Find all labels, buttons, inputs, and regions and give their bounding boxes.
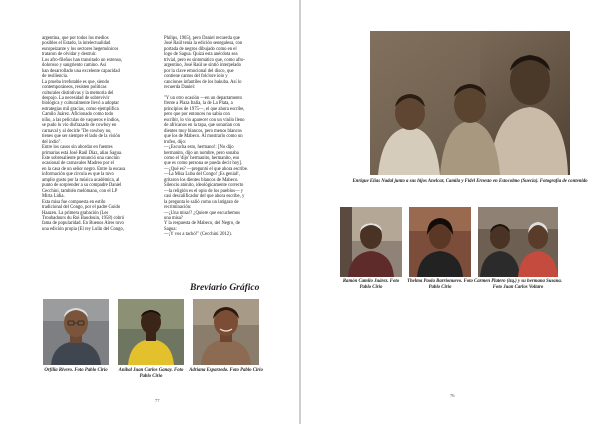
text-line: carnaval y al decirle "De cowboy no,: [42, 128, 112, 134]
text-line: Los afro-fileños han transitado un extenso,: [42, 57, 123, 63]
text-line: casi descalificador del que ahora escribe, y: [164, 194, 245, 200]
text-line: de resiliencia.: [42, 74, 69, 80]
text-line: logo de Sagua. Quizá esta anécdota sea: [164, 52, 238, 58]
text-line: Silencio atónito, ideológicamente correcto: [164, 183, 244, 189]
text-line: trofeo, dijo:: [164, 139, 187, 145]
text-line: recriminación:: [164, 205, 192, 211]
text-line: Entre los casos sin abordar en fuentes: [42, 145, 113, 151]
caption-orfilia-rivero: Orfilia Rivero. Foto Pablo Cirio: [44, 368, 108, 373]
text-line: "Y un otro ocasión —en un departamento: [164, 95, 243, 101]
text-line: escribir, lo vio aparecer con un vinilo lleno: [164, 117, 245, 123]
text-line: Cecchini, también melómano, con el LP: [42, 188, 118, 194]
photo-orfilia-rivero: [43, 299, 109, 365]
text-line: culturales distintivas y la memoria del: [42, 90, 114, 96]
text-line: trivial, pero es sintomático que, como afro-: [164, 57, 245, 63]
caption-adriana-esparzedo: Adriana Esparzedo. Foto Pablo Cirio: [189, 368, 263, 373]
right-page: [301, 0, 600, 424]
text-line: que es como persona se pueda decir hoy].: [164, 161, 243, 167]
text-line: por la clave emocional del disco, que: [164, 68, 234, 74]
text-line: dientes muy blancos, pero menos blancos: [164, 128, 242, 134]
text-line: pero que por entonces no sabía con: [164, 112, 230, 118]
text-line: Mirta Lidia.: [42, 194, 65, 200]
text-line: contiene cantos del folclore ioio y: [164, 74, 228, 80]
text-line: información que circula es que la tuvo: [42, 172, 114, 178]
text-line: doloroso y sangriento camino. Así: [42, 63, 107, 69]
text-line: Philips, 1965), pero Daniel recuerda que: [164, 36, 240, 41]
text-line: portada de negros dibujado como en el: [164, 46, 237, 52]
text-line: —La Misa Luba del Congo! ¡Es genial!,: [164, 172, 240, 178]
text-line: despojo. La necesidad de sobrevivir: [42, 95, 110, 101]
photo-adriana-esparzedo: [193, 299, 259, 365]
text-line: ocasional de carnavales Madreo por el: [42, 161, 114, 167]
caption-thelma-paola-barrionuevo: Thelma Paola Barrionuevo. Foto Pablo Cirio: [407, 279, 473, 290]
caption-nadal-family: Enrique Elías Nadal junto a sus hijos Anelcar, Camila y Fidel Ernesto en Estocolmo (Suecia). Fotografía de contenido: [352, 179, 588, 184]
text-line: en la casa de un señor negro. Entre la escasa: [42, 166, 126, 172]
text-column-1: [42, 36, 141, 232]
text-line: del indio".: [42, 139, 62, 145]
text-line: argentino, José Raúl se sintió interpelado: [164, 63, 241, 69]
page-number-right: 76: [450, 393, 455, 398]
text-line: punto de sorprender a su compadre Daniel: [42, 183, 122, 189]
text-line: principios de 1975—, el que ahora escribe,: [164, 106, 245, 112]
text-line: Troubadours du Roi Baudouin, 1958) cobró: [42, 215, 125, 221]
text-line: José Raúl tenía la edición senegalesa, con: [164, 41, 243, 47]
photo-nadal-family: [370, 31, 570, 175]
section-title: Breviario Gráfico: [190, 283, 260, 293]
text-line: frente a Plaza Italia, la de La Plata, a: [164, 101, 233, 107]
text-line: la pregunta le salió como un latigazo de: [164, 199, 239, 205]
text-line: una edición propia (El rey Lulín del Congo,: [42, 226, 125, 232]
text-line: canciones infantiles de los bakuba. Así lo: [164, 79, 242, 85]
page-number-left: 77: [155, 398, 160, 403]
text-line: estrategias mil gracias, como ejemplifica: [42, 106, 119, 112]
photo-carmen-platero-susana: [478, 207, 558, 277]
text-line: han desarrollado una excelente capacidad: [42, 68, 120, 74]
caption-anibal-juan-carlos-ganay: Aníbal Juan Carlos Ganay. Foto Pablo Cirio: [118, 368, 184, 379]
text-line: tienes que ser siempre el lado de la visión: [42, 134, 121, 140]
text-line: tradicional del Congo, por el padre Guido: [42, 205, 121, 211]
text-line: Esta misa fue compuesta en estilo: [42, 199, 106, 205]
photo-thelma-paola-barrionuevo: [409, 207, 471, 277]
text-line: recuerda Daniel:: [164, 85, 196, 91]
text-line: —¡Y vos a tachó!" (Cecchini 2012).: [164, 232, 232, 238]
text-line: fama de popularidad. En Buenos Aires tuvo: [42, 221, 124, 227]
text-line: amplio gusto por la música académica, al: [42, 177, 120, 183]
text-line: hermanito, dijo un nombre, pero sonaba: [164, 150, 239, 156]
text-column-2: [164, 36, 263, 238]
text-line: Sagua:: [164, 226, 177, 232]
text-line: La prueba irrefutable es que, siendo: [42, 79, 110, 85]
left-page: [0, 0, 299, 424]
caption-carmen-platero-susana: Carmen Platero (izq.) y su hermana Susana. Foto Juan Carlos Voltaro: [474, 279, 562, 290]
text-line: posibles el Estado, la intelectualidad: [42, 41, 111, 47]
text-line: gritaron los dientes blancos de Mabeco.: [164, 177, 239, 183]
text-line: de africanos en la tapa, que sonarían con: [164, 123, 241, 129]
photo-ramon-camilo-juarez: [340, 207, 402, 277]
text-line: trataron de olvidar y destruir.: [42, 52, 97, 58]
text-line: —la religión es el opio de los pueblos— y: [164, 188, 244, 194]
text-line: una misa?: [164, 215, 183, 221]
text-line: niño, a las películas de vaqueros e indios,: [42, 117, 120, 123]
text-line: se pudo lo vio disfrazado de cowboy en: [42, 123, 117, 129]
text-line: primarias está José Raúl Díaz, alias Sagua.: [42, 150, 123, 156]
text-line: —¿Escucha esto, hermano!: [No dijo: [164, 145, 234, 151]
text-line: Camilo Juárez. Aficionado como todo: [42, 112, 114, 118]
photo-anibal-juan-carlos-ganay: [118, 299, 184, 365]
text-line: Este sobresaliente pronunció una canción: [42, 155, 120, 161]
text-line: como el 'dijo' hermanito, hermanito, eso: [164, 155, 240, 161]
caption-ramon-camilo-juarez: Ramón Camilo Juárez. Foto Pablo Cirio: [342, 279, 400, 290]
text-line: Y la respuesta de Mabeco, del Negro, de: [164, 221, 240, 227]
text-line: contemporáneos, resisten políticas: [42, 85, 107, 91]
text-line: que los de Mabeco. Al mostrarlo como un: [164, 134, 243, 140]
text-line: argentina, que por todos los medios: [42, 36, 109, 41]
text-line: biológica y culturalmente llevó a adoptar: [42, 101, 119, 107]
text-line: —¿Una misa!? ¿Quiere que escuchemos: [164, 210, 241, 216]
text-line: europeizante y los sectores hegemónicos: [42, 46, 119, 52]
text-line: Haazen. La primera grabación (Les: [42, 210, 109, 216]
text-line: —¿Qué es? —preguntó el que ahora escribe.: [164, 166, 248, 172]
